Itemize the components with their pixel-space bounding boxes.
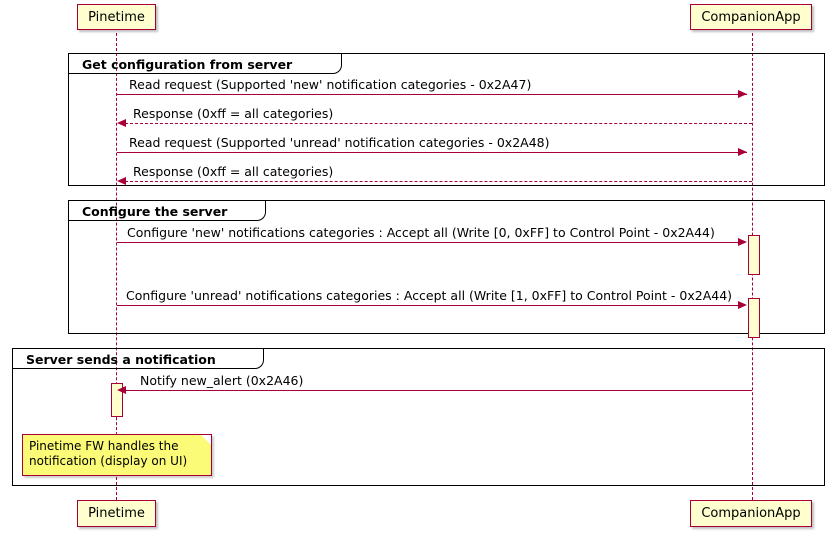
participant-pinetime-top[interactable]: Pinetime bbox=[77, 4, 156, 30]
participant-companionapp-bottom[interactable]: CompanionApp bbox=[690, 500, 812, 527]
activation-companionapp-1 bbox=[748, 235, 760, 275]
note-fold-icon bbox=[201, 435, 211, 445]
message-line-response-new-categories bbox=[125, 123, 752, 124]
message-line-read-new-categories bbox=[117, 94, 747, 95]
group-label-server-notification: Server sends a notification bbox=[26, 352, 216, 367]
message-line-configure-unread bbox=[117, 305, 743, 306]
message-label-notify-new-alert: Notify new_alert (0x2A46) bbox=[140, 373, 304, 388]
note-line-1: Pinetime FW handles the bbox=[29, 439, 179, 453]
group-label-get-configuration: Get configuration from server bbox=[82, 57, 293, 72]
message-label-configure-unread: Configure 'unread' notifications categories : Accept all (Write [1, 0xFF] to Control Point - 0x2A44) bbox=[126, 288, 733, 303]
message-line-configure-new bbox=[117, 242, 743, 243]
message-label-read-unread-categories: Read request (Supported 'unread' notification categories - 0x2A48) bbox=[129, 135, 550, 150]
message-arrowhead-notify-new-alert bbox=[117, 386, 126, 394]
message-arrowhead-configure-unread bbox=[738, 301, 747, 309]
message-label-configure-new: Configure 'new' notifications categories : Accept all (Write [0, 0xFF] to Control Point - 0x2A44) bbox=[127, 225, 715, 240]
message-arrowhead-response-new-categories bbox=[117, 119, 126, 127]
participant-pinetime-bottom[interactable]: Pinetime bbox=[77, 500, 156, 527]
message-line-read-unread-categories bbox=[117, 152, 747, 153]
activation-companionapp-2 bbox=[748, 298, 760, 338]
message-label-read-new-categories: Read request (Supported 'new' notification categories - 0x2A47) bbox=[129, 77, 532, 92]
note-line-2: notification (display on UI) bbox=[29, 454, 188, 468]
message-arrowhead-response-unread-categories bbox=[117, 177, 126, 185]
message-arrowhead-configure-new bbox=[738, 238, 747, 246]
message-arrowhead-read-unread-categories bbox=[738, 148, 747, 156]
note-pinetime-fw-handles bbox=[22, 434, 212, 476]
message-line-response-unread-categories bbox=[125, 181, 752, 182]
message-label-response-new-categories: Response (0xff = all categories) bbox=[133, 106, 334, 121]
group-label-configure-server: Configure the server bbox=[82, 204, 228, 219]
message-line-notify-new-alert bbox=[125, 390, 752, 391]
participant-companionapp-top[interactable]: CompanionApp bbox=[690, 4, 812, 30]
message-arrowhead-read-new-categories bbox=[738, 90, 747, 98]
message-label-response-unread-categories: Response (0xff = all categories) bbox=[133, 164, 334, 179]
